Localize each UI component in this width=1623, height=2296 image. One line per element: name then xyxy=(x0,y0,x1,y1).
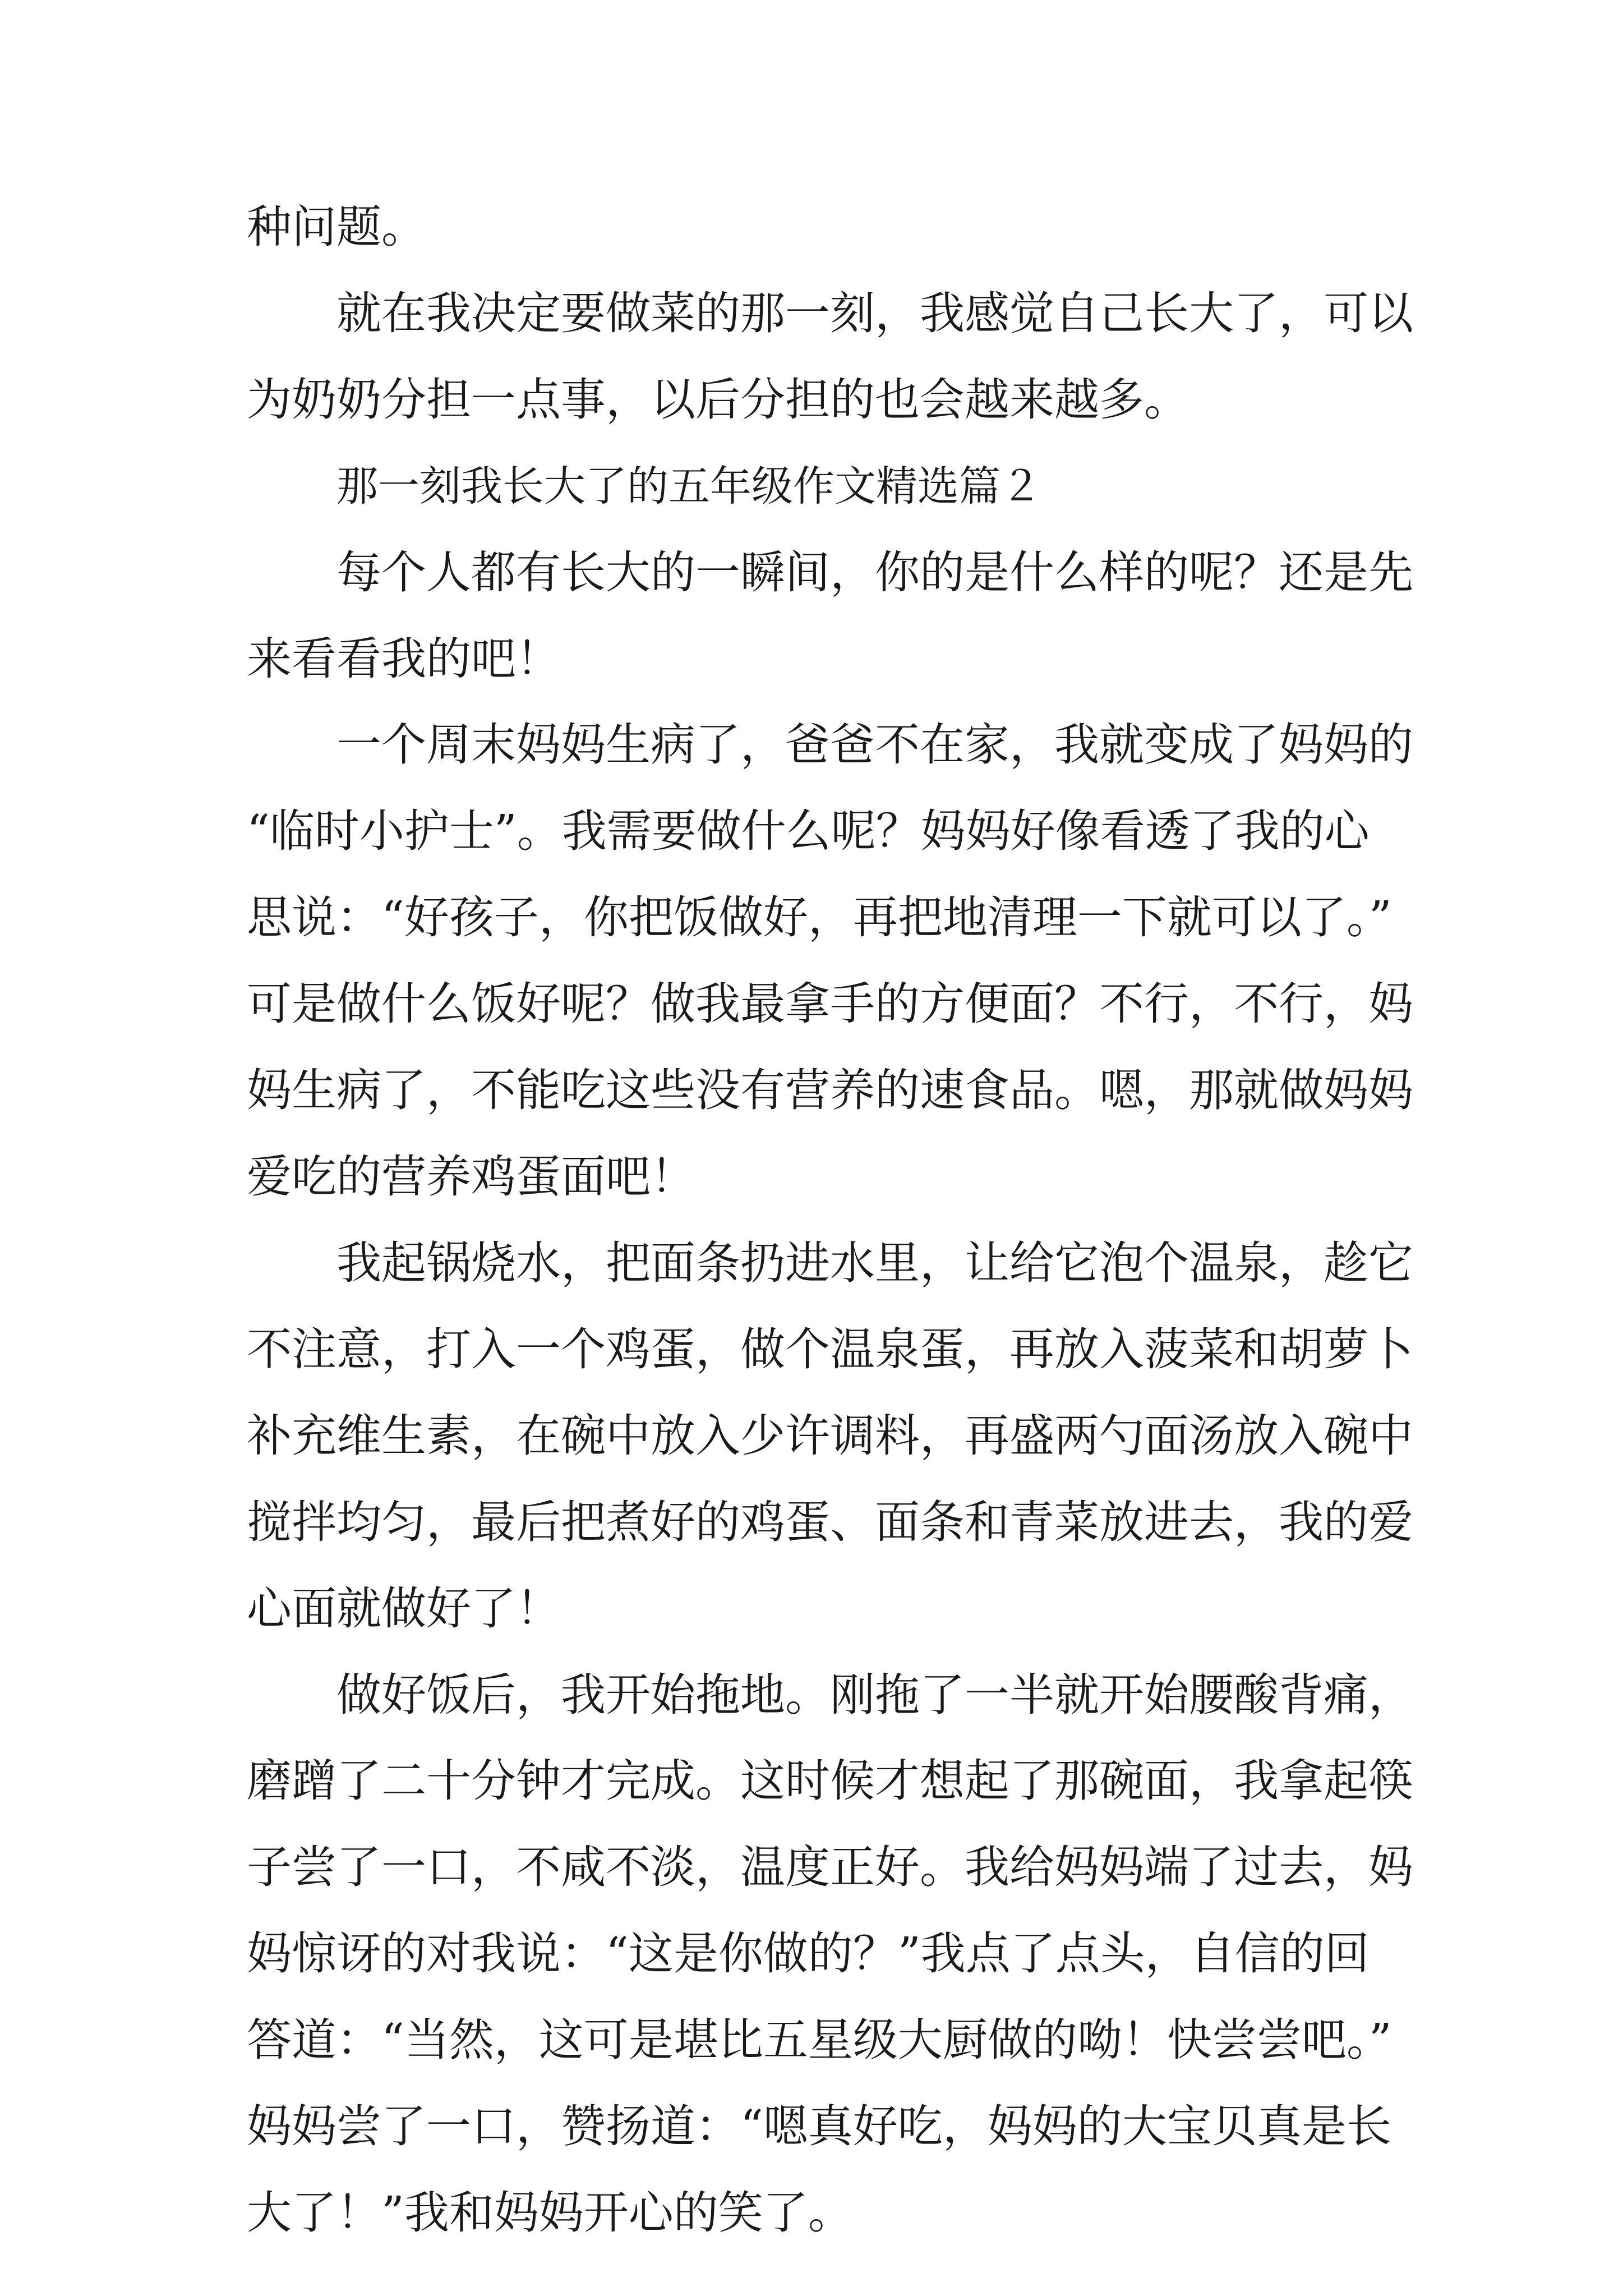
paragraph-line: 答道：“当然，这可是堪比五星级大厨做的呦！快尝尝吧。” xyxy=(247,2014,1392,2066)
paragraph-line: 每个人都有长大的一瞬间，你的是什么样的呢？还是先 xyxy=(336,546,1413,599)
paragraph-line: 搅拌均匀，最后把煮好的鸡蛋、面条和青菜放进去，我的爱 xyxy=(247,1496,1413,1548)
paragraph-line: 为奶奶分担一点事，以后分担的也会越来越多。 xyxy=(247,374,1189,426)
paragraph-line: 补充维生素，在碗中放入少许调料，再盛两勺面汤放入碗中 xyxy=(247,1410,1413,1462)
paragraph-line: 妈惊讶的对我说：“这是你做的？”我点了点头，自信的回 xyxy=(247,1927,1370,1980)
section-heading: 那一刻我长大了的五年级作文精选篇２ xyxy=(336,462,1042,510)
paragraph-line: 大了！”我和妈妈开心的笑了。 xyxy=(247,2187,853,2239)
paragraph-line: 我起锅烧水，把面条扔进水里，让给它泡个温泉，趁它 xyxy=(336,1237,1413,1289)
paragraph-line: 心面就做好了！ xyxy=(247,1582,561,1635)
paragraph-line: 一个周末妈妈生病了，爸爸不在家，我就变成了妈妈的 xyxy=(336,719,1413,771)
paragraph-line: 种问题。 xyxy=(247,201,426,253)
paragraph-line: 不注意，打入一个鸡蛋，做个温泉蛋，再放入菠菜和胡萝卜 xyxy=(247,1323,1413,1375)
paragraph-line: 做好饭后，我开始拖地。刚拖了一半就开始腰酸背痛， xyxy=(336,1669,1413,1721)
paragraph-line: 爱吃的营养鸡蛋面吧！ xyxy=(247,1151,695,1203)
paragraph-line: 思说：“好孩子，你把饭做好，再把地清理一下就可以了。” xyxy=(247,891,1392,944)
paragraph-line: “临时小护士”。我需要做什么呢？妈妈好像看透了我的心 xyxy=(247,805,1370,857)
paragraph-line: 妈生病了，不能吃这些没有营养的速食品。嗯，那就做妈妈 xyxy=(247,1064,1413,1116)
paragraph-line: 可是做什么饭好呢？做我最拿手的方便面？不行，不行，妈 xyxy=(247,978,1413,1030)
paragraph-line: 就在我决定要做菜的那一刻，我感觉自己长大了，可以 xyxy=(336,287,1413,339)
paragraph-line: 来看看我的吧！ xyxy=(247,633,561,685)
paragraph-line: 磨蹭了二十分钟才完成。这时候才想起了那碗面，我拿起筷 xyxy=(247,1755,1413,1807)
paragraph-line: 妈妈尝了一口，赞扬道：“嗯真好吃，妈妈的大宝贝真是长 xyxy=(247,2100,1391,2152)
paragraph-line: 子尝了一口，不咸不淡，温度正好。我给妈妈端了过去，妈 xyxy=(247,1841,1413,1893)
